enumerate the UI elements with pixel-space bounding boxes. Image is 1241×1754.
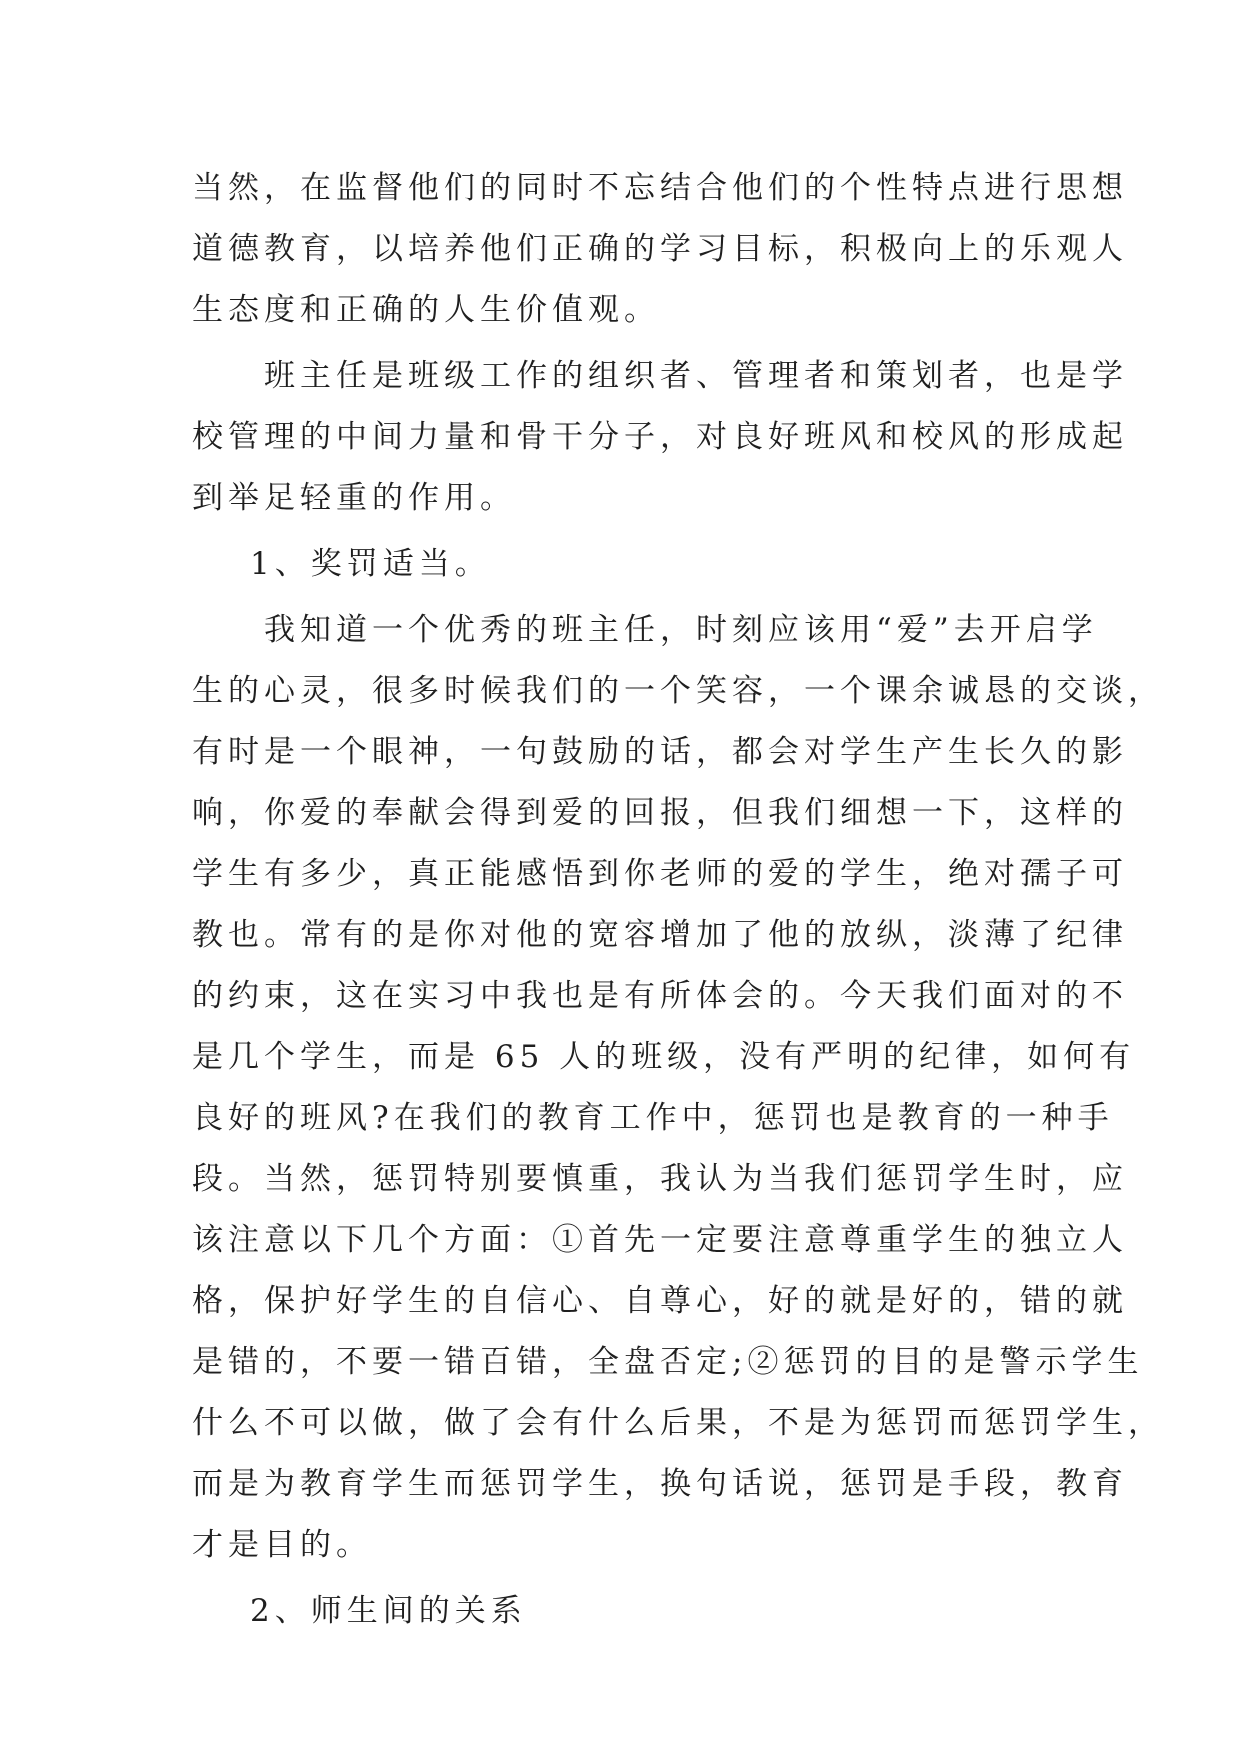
text-line: 而是为教育学生而惩罚学生，换句话说，惩罚是手段，教育: [192, 1466, 1128, 1502]
text-line: 有时是一个眼神，一句鼓励的话，都会对学生产生长久的影: [192, 734, 1128, 770]
paragraph: [192, 346, 1128, 529]
text-line: 该注意以下几个方面：①首先一定要注意尊重学生的独立人: [192, 1222, 1128, 1258]
text-line: 响，你爱的奉献会得到爱的回报，但我们细想一下，这样的: [192, 795, 1128, 831]
text-line: 我知道一个优秀的班主任，时刻应该用“爱”去开启学: [264, 612, 1098, 648]
text-line: 才是目的。: [192, 1527, 372, 1563]
document-body: [192, 158, 1164, 1642]
text-line: 生态度和正确的人生价值观。: [192, 292, 660, 328]
text-line: 2、师生间的关系: [250, 1593, 527, 1629]
text-line: 1、奖罚适当。: [250, 546, 491, 582]
text-line: 段。当然，惩罚特别要慎重，我认为当我们惩罚学生时，应: [192, 1161, 1128, 1197]
text-line: 是错的，不要一错百错，全盘否定;②惩罚的目的是警示学生: [192, 1344, 1144, 1380]
text-line: 的约束，这在实习中我也是有所体会的。今天我们面对的不: [192, 978, 1128, 1014]
text-line: 道德教育，以培养他们正确的学习目标，积极向上的乐观人: [192, 231, 1128, 267]
text-line: 到举足轻重的作用。: [192, 480, 516, 516]
text-line: 教也。常有的是你对他的宽容增加了他的放纵，淡薄了纪律: [192, 917, 1128, 953]
text-line: 是几个学生，而是 65 人的班级，没有严明的纪律，如何有: [192, 1039, 1136, 1075]
text-line: 良好的班风?在我们的教育工作中，惩罚也是教育的一种手: [192, 1100, 1114, 1136]
section-heading: [192, 1581, 1054, 1642]
section-heading: [192, 534, 1054, 595]
text-line: 什么不可以做，做了会有什么后果，不是为惩罚而惩罚学生，: [192, 1405, 1164, 1441]
text-line: 校管理的中间力量和骨干分子，对良好班风和校风的形成起: [192, 419, 1128, 455]
paragraph: [192, 158, 1128, 341]
text-line: 班主任是班级工作的组织者、管理者和策划者，也是学: [264, 358, 1128, 394]
text-line: 格，保护好学生的自信心、自尊心，好的就是好的，错的就: [192, 1283, 1128, 1319]
text-line: 当然，在监督他们的同时不忘结合他们的个性特点进行思想: [192, 170, 1128, 206]
text-line: 学生有多少，真正能感悟到你老师的爱的学生，绝对孺子可: [192, 856, 1128, 892]
text-line: 生的心灵，很多时候我们的一个笑容，一个课余诚恳的交谈，: [192, 673, 1164, 709]
paragraph: [192, 600, 1164, 1576]
